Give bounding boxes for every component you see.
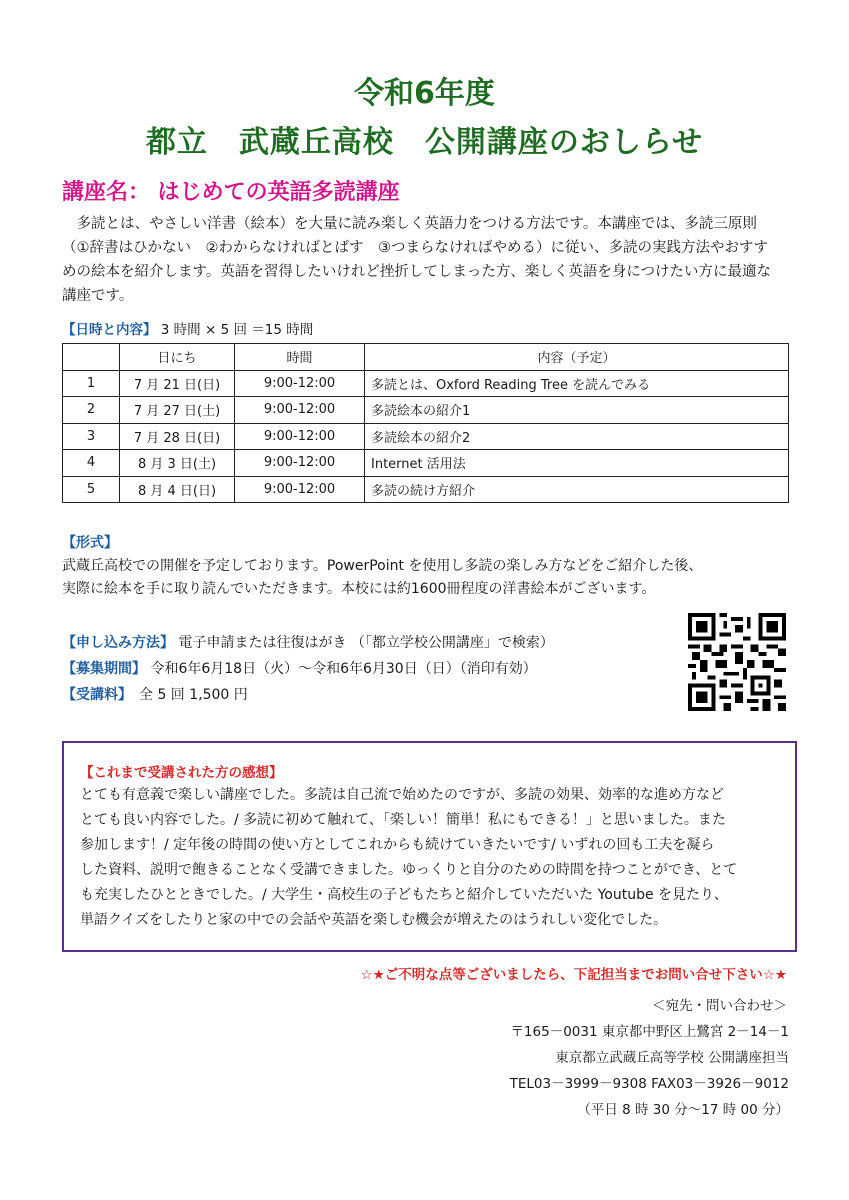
application-section <box>62 630 554 708</box>
qr-code-icon[interactable] <box>688 613 786 711</box>
schedule-summary: 3 時間 × 5 回 ＝15 時間 <box>156 322 314 338</box>
intro-line: （①辞書はひかない ②わからなければとばす ③つまらなければやめる）に従い、多読の実践方法やおすす <box>62 240 769 256</box>
cell-date: 7 月 27 日(土) <box>120 397 235 424</box>
fee-value: 全 5 回 1,500 円 <box>125 687 248 703</box>
period-label: 【募集期間】 <box>62 661 146 677</box>
cell-time: 9:00-12:00 <box>235 476 365 503</box>
application-fee <box>62 682 554 708</box>
fee-label: 【受講料】 <box>62 687 125 703</box>
contact-address: 〒165－0031 東京都中野区上鷺宮 2－14－1 <box>510 1024 789 1040</box>
format-line: 実際に絵本を手に取り読んでいただきます。本校には約1600冊程度の洋書絵本がございます。 <box>62 581 656 597</box>
inquiry-notice: ☆★ご不明な点等ございましたら、下記担当までお問い合せ下さい☆★ <box>360 967 787 983</box>
intro-line: めの絵本を紹介します。英語を習得したいけれど挫折してしまった方、楽しく英語を身につけたい方に最適な <box>62 264 772 280</box>
testimonials-box <box>62 741 797 952</box>
header-no <box>63 344 120 371</box>
method-label: 【申し込み方法】 <box>62 635 174 651</box>
testimonial-line: も充実したひとときでした。/ 大学生・高校生の子どもたちと紹介していただいた Youtube を見たり、 <box>80 887 729 903</box>
testimonial-line: 参加します！/ 定年後の時間の使い方としてこれからも続けていきたいです/ いずれの回も工夫を凝ら <box>80 837 715 853</box>
header-content: 内容（予定） <box>365 344 789 371</box>
cell-no: 5 <box>63 476 120 503</box>
schedule-table <box>62 343 789 503</box>
cell-date: 8 月 3 日(土) <box>120 450 235 477</box>
table-row <box>63 450 789 477</box>
intro-paragraph <box>62 212 797 308</box>
cell-time: 9:00-12:00 <box>235 423 365 450</box>
format-section <box>62 532 702 601</box>
testimonial-line: した資料、説明で飽きることなく受講できました。ゆっくりと自分のための時間を持つことができ、とて <box>80 862 738 878</box>
cell-content: 多読とは、Oxford Reading Tree を読んでみる <box>365 370 789 397</box>
intro-line: 講座です。 <box>62 288 134 304</box>
cell-content: 多読の続け方紹介 <box>365 476 789 503</box>
format-label: 【形式】 <box>62 535 118 551</box>
intro-line: 多読とは、やさしい洋書（絵本）を大量に読み楽しく英語力をつける方法です。本講座では、多読三原則 <box>62 216 757 232</box>
schedule-label: 【日時と内容】 <box>62 322 157 338</box>
application-period <box>62 656 554 682</box>
table-row <box>63 423 789 450</box>
contact-department: 東京都立武蔵丘高等学校 公開講座担当 <box>555 1050 789 1066</box>
cell-date: 8 月 4 日(日) <box>120 476 235 503</box>
cell-time: 9:00-12:00 <box>235 450 365 477</box>
header-date: 日にち <box>120 344 235 371</box>
table-row <box>63 397 789 424</box>
cell-content: 多読絵本の紹介2 <box>365 423 789 450</box>
testimonial-line: とても有意義で楽しい講座でした。多読は自己流で始めたのですが、多読の効果、効率的な進め方など <box>80 787 724 803</box>
cell-no: 1 <box>63 370 120 397</box>
table-row <box>63 370 789 397</box>
header-time: 時間 <box>235 344 365 371</box>
contact-heading: ＜宛先・問い合わせ＞ <box>652 998 787 1014</box>
application-method <box>62 630 554 656</box>
contact-hours: （平日 8 時 30 分～17 時 00 分） <box>577 1102 789 1118</box>
cell-no: 4 <box>63 450 120 477</box>
cell-date: 7 月 21 日(日) <box>120 370 235 397</box>
contact-phone: TEL03－3999－9308 FAX03－3926－9012 <box>509 1076 789 1092</box>
schedule-heading <box>62 318 313 338</box>
testimonial-line: とても良い内容でした。/ 多読に初めて触れて、「楽しい！簡単！私にもできる！」と思いました。また <box>80 812 726 828</box>
period-value: 令和6年6月18日（火）～令和6年6月30日（日）（消印有効） <box>146 661 537 677</box>
cell-content: Internet 活用法 <box>365 450 789 477</box>
table-header-row <box>63 344 789 371</box>
cell-date: 7 月 28 日(日) <box>120 423 235 450</box>
cell-time: 9:00-12:00 <box>235 370 365 397</box>
format-line: 武蔵丘高校での開催を予定しております。PowerPoint を使用し多読の楽しみ方などをご紹介した後、 <box>62 558 703 574</box>
title-main: 都立 武蔵丘高校 公開講座のおしらせ <box>145 125 704 160</box>
course-name: 講座名： はじめての英語多読講座 <box>62 180 400 205</box>
table-row <box>63 476 789 503</box>
cell-content: 多読絵本の紹介1 <box>365 397 789 424</box>
testimonial-line: 単語クイズをしたりと家の中での会話や英語を楽しむ機会が増えたのはうれしい変化でした。 <box>80 912 668 928</box>
title-year: 令和6年度 <box>354 76 495 111</box>
cell-time: 9:00-12:00 <box>235 397 365 424</box>
testimonials-title: 【これまで受講された方の感想】 <box>80 765 283 781</box>
cell-no: 2 <box>63 397 120 424</box>
cell-no: 3 <box>63 423 120 450</box>
method-value: 電子申請または往復はがき （「都立学校公開講座」で検索） <box>174 635 554 651</box>
